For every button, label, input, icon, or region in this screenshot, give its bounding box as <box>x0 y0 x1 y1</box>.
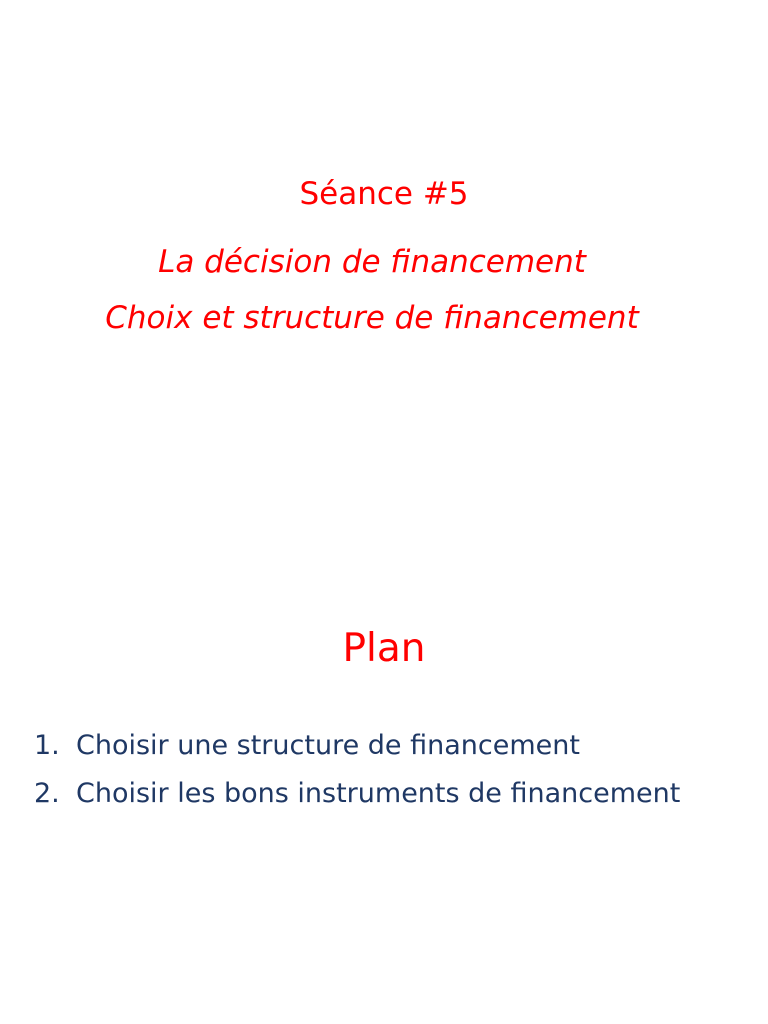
plan-list <box>34 722 680 818</box>
plan-item-text: Choisir une structure de financement <box>76 730 580 761</box>
plan-slide <box>0 512 768 1024</box>
plan-item-number: 2. <box>34 778 60 809</box>
plan-item-number: 1. <box>34 730 60 761</box>
plan-item <box>34 722 680 770</box>
plan-item <box>34 770 680 818</box>
session-title: Séance #5 <box>299 176 469 212</box>
plan-title: Plan <box>342 626 426 671</box>
plan-item-text: Choisir les bons instruments de financement <box>76 778 681 809</box>
subtitle-line-1: La décision de financement <box>158 244 586 280</box>
subtitle-line-2: Choix et structure de financement <box>105 300 639 336</box>
